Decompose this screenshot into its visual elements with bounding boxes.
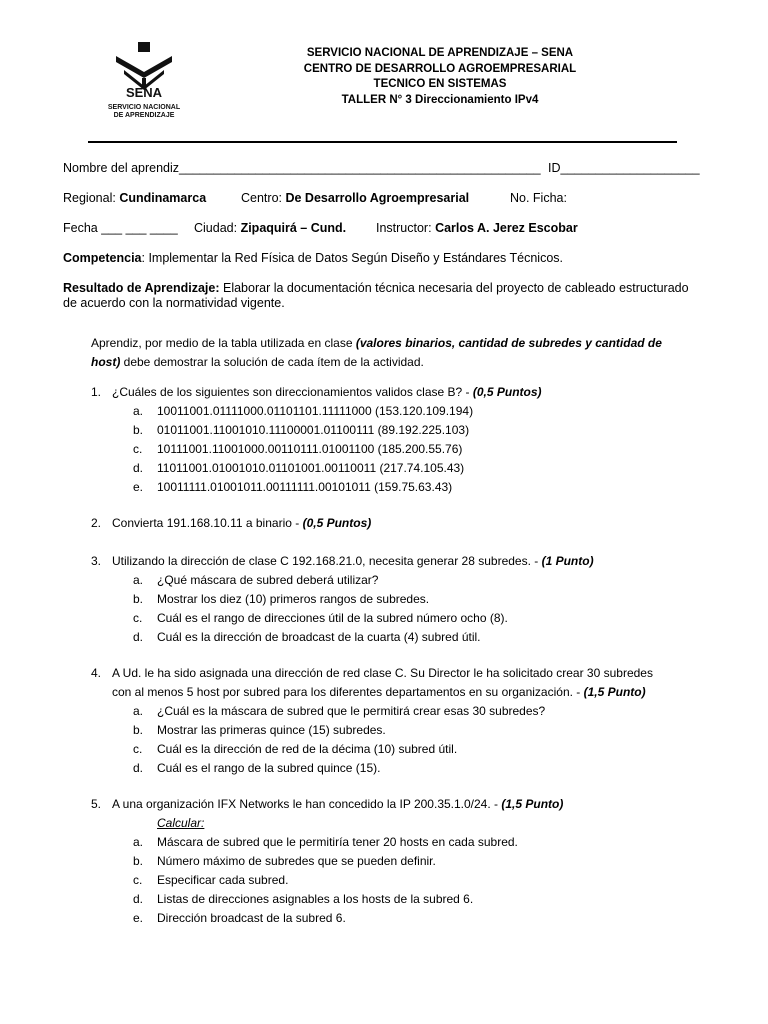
question-number: 3. xyxy=(91,554,102,568)
resultado-paragraph xyxy=(63,281,709,311)
question-text-line-2: con al menos 5 host por subred para los diferentes departamentos en su organización. - xyxy=(112,685,584,699)
header-divider xyxy=(88,141,677,143)
option-letter: d. xyxy=(133,892,144,906)
option-letter: d. xyxy=(133,761,144,775)
ciudad-label: Ciudad: xyxy=(194,221,238,235)
option-text: Mostrar los diez (10) primeros rangos de subredes. xyxy=(157,592,430,606)
question-text: Utilizando la dirección de clase C 192.168.21.0, necesita generar 28 subredes. - xyxy=(112,554,542,568)
option-item xyxy=(133,721,673,740)
option-item xyxy=(133,740,673,759)
option-letter: b. xyxy=(133,423,144,437)
intro-text-d: debe demostrar la solución de cada ítem de la actividad. xyxy=(120,355,424,369)
resultado-text-1: Elaborar la documentación técnica necesaria del proyecto de cableado estructurado xyxy=(219,281,689,295)
document-header xyxy=(270,46,610,108)
logo-line-1: SERVICIO NACIONAL xyxy=(107,104,181,111)
question-text: A una organización IFX Networks le han concedido la IP 200.35.1.0/24. - xyxy=(112,797,502,811)
option-letter: a. xyxy=(133,835,144,849)
logo-line-2: DE APRENDIZAJE xyxy=(113,112,175,119)
option-letter: b. xyxy=(133,723,144,737)
option-text: Máscara de subred que le permitiría tener 20 hosts en cada subred. xyxy=(157,835,518,849)
nombre-field[interactable]: ____________________________________________________ xyxy=(179,161,541,175)
option-letter: b. xyxy=(133,592,144,606)
question-text: Convierta 191.168.10.11 a binario - xyxy=(112,516,303,530)
ciudad-value: Zipaquirá – Cund. xyxy=(240,221,347,235)
option-letter: c. xyxy=(133,442,143,456)
option-letter: e. xyxy=(133,911,144,925)
option-item xyxy=(133,852,673,871)
header-line-3: TECNICO EN SISTEMAS xyxy=(373,78,507,90)
competencia-text: : Implementar la Red Física de Datos Según Diseño y Estándares Técnicos. xyxy=(141,251,564,265)
id-field[interactable]: ____________________ xyxy=(560,161,700,175)
option-text: Listas de direcciones asignables a los hosts de la subred 6. xyxy=(157,892,474,906)
instructor-value: Carlos A. Jerez Escobar xyxy=(435,221,578,235)
centro-group xyxy=(241,191,469,205)
resultado-label: Resultado de Aprendizaje: xyxy=(63,281,220,295)
ficha-label: No. Ficha: xyxy=(510,191,567,205)
option-text: Dirección broadcast de la subred 6. xyxy=(157,911,346,925)
option-text: Cuál es el rango de direcciones útil de la subred número ocho (8). xyxy=(157,611,508,625)
option-text: Mostrar las primeras quince (15) subredes. xyxy=(157,723,386,737)
header-line-2: CENTRO DE DESARROLLO AGROEMPRESARIAL xyxy=(303,62,577,75)
question-options xyxy=(133,571,673,647)
option-item xyxy=(133,402,673,421)
question-points: (0,5 Puntos) xyxy=(302,516,372,530)
regional-value: Cundinamarca xyxy=(119,191,207,205)
option-item xyxy=(133,702,673,721)
intro-text-c: host) xyxy=(91,355,121,369)
instructor-label: Instructor: xyxy=(376,221,432,235)
question-points: (0,5 Puntos) xyxy=(472,385,542,399)
option-item xyxy=(133,440,673,459)
option-text: 10011111.01001011.00111111.00101011 (159.75.63.43) xyxy=(157,480,453,494)
ciudad-group xyxy=(194,221,346,235)
header-line-4: TALLER N° 3 Direccionamiento IPv4 xyxy=(341,93,539,106)
fecha-group xyxy=(63,221,178,235)
question-options xyxy=(133,402,673,497)
question-points: (1,5 Punto) xyxy=(583,685,646,699)
option-text: Especificar cada subred. xyxy=(157,873,289,887)
option-item xyxy=(133,833,673,852)
option-letter: a. xyxy=(133,404,144,418)
option-item xyxy=(133,871,673,890)
option-text: 01011001.11001010.11100001.01100111 (89.192.225.103) xyxy=(157,423,470,437)
option-item xyxy=(133,421,673,440)
option-text: 10111001.11001000.00110111.01001100 (185.200.55.76) xyxy=(157,442,463,456)
option-item xyxy=(133,459,673,478)
question-number: 1. xyxy=(91,385,102,399)
intro-text-b: (valores binarios, cantidad de subredes y cantidad de xyxy=(355,336,662,350)
option-letter: a. xyxy=(133,704,144,718)
option-text: Cuál es la dirección de broadcast de la cuarta (4) subred útil. xyxy=(157,630,481,644)
option-item xyxy=(133,759,673,778)
sena-logo xyxy=(94,42,194,124)
header-line-1: SERVICIO NACIONAL DE APRENDIZAJE – SENA xyxy=(306,47,574,59)
option-text: Número máximo de subredes que se pueden definir. xyxy=(157,854,436,868)
option-text: Cuál es la dirección de red de la décima (10) subred útil. xyxy=(157,742,458,756)
option-text: 10011001.01111000.01101101.11111000 (153.120.109.194) xyxy=(157,404,474,418)
option-item xyxy=(133,571,673,590)
option-item xyxy=(133,628,673,647)
option-letter: d. xyxy=(133,461,144,475)
question-options xyxy=(133,702,673,778)
option-letter: a. xyxy=(133,573,144,587)
question-subheading: Calcular: xyxy=(157,816,205,830)
option-item xyxy=(133,909,673,928)
option-item xyxy=(133,890,673,909)
regional-row xyxy=(63,191,206,205)
centro-value: De Desarrollo Agroempresarial xyxy=(285,191,470,205)
option-item xyxy=(133,478,673,497)
question-text-line-1: A Ud. le ha sido asignada una dirección de red clase C. Su Director le ha solicitado crear 30 subredes xyxy=(112,666,653,680)
fecha-field[interactable]: ___ ___ ____ xyxy=(101,221,178,235)
option-letter: e. xyxy=(133,480,144,494)
option-item xyxy=(133,590,673,609)
logo-brand: SENA xyxy=(125,85,163,100)
option-text: ¿Cuál es la máscara de subred que le permitirá crear esas 30 subredes? xyxy=(157,704,546,718)
option-text: ¿Qué máscara de subred deberá utilizar? xyxy=(157,573,379,587)
option-letter: c. xyxy=(133,611,143,625)
option-letter: c. xyxy=(133,873,143,887)
competencia-label: Competencia xyxy=(63,251,142,265)
intro-text-a: Aprendiz, por medio de la tabla utilizada en clase xyxy=(91,336,356,350)
question-options xyxy=(133,833,673,928)
option-item xyxy=(133,609,673,628)
option-letter: c. xyxy=(133,742,143,756)
question-points: (1,5 Punto) xyxy=(501,797,564,811)
student-name-row xyxy=(63,161,700,175)
question-number: 4. xyxy=(91,666,102,680)
ficha-group xyxy=(510,191,567,205)
question-text: ¿Cuáles de los siguientes son direccionamientos validos clase B? - xyxy=(112,385,473,399)
competencia-row xyxy=(63,251,563,265)
question-number: 5. xyxy=(91,797,102,811)
centro-label: Centro: xyxy=(241,191,282,205)
id-label: ID xyxy=(548,161,561,175)
intro-paragraph xyxy=(91,334,691,372)
instructor-group xyxy=(376,221,578,235)
fecha-label: Fecha xyxy=(63,221,98,235)
regional-label: Regional: xyxy=(63,191,116,205)
option-text: 11011001.01001010.01101001.00110011 (217.74.105.43) xyxy=(157,461,465,475)
option-letter: b. xyxy=(133,854,144,868)
question-points: (1 Punto) xyxy=(541,554,594,568)
question-number: 2. xyxy=(91,516,102,530)
option-text: Cuál es el rango de la subred quince (15). xyxy=(157,761,381,775)
nombre-label: Nombre del aprendiz xyxy=(63,161,180,175)
option-letter: d. xyxy=(133,630,144,644)
resultado-text-2: de acuerdo con la normatividad vigente. xyxy=(63,296,285,310)
